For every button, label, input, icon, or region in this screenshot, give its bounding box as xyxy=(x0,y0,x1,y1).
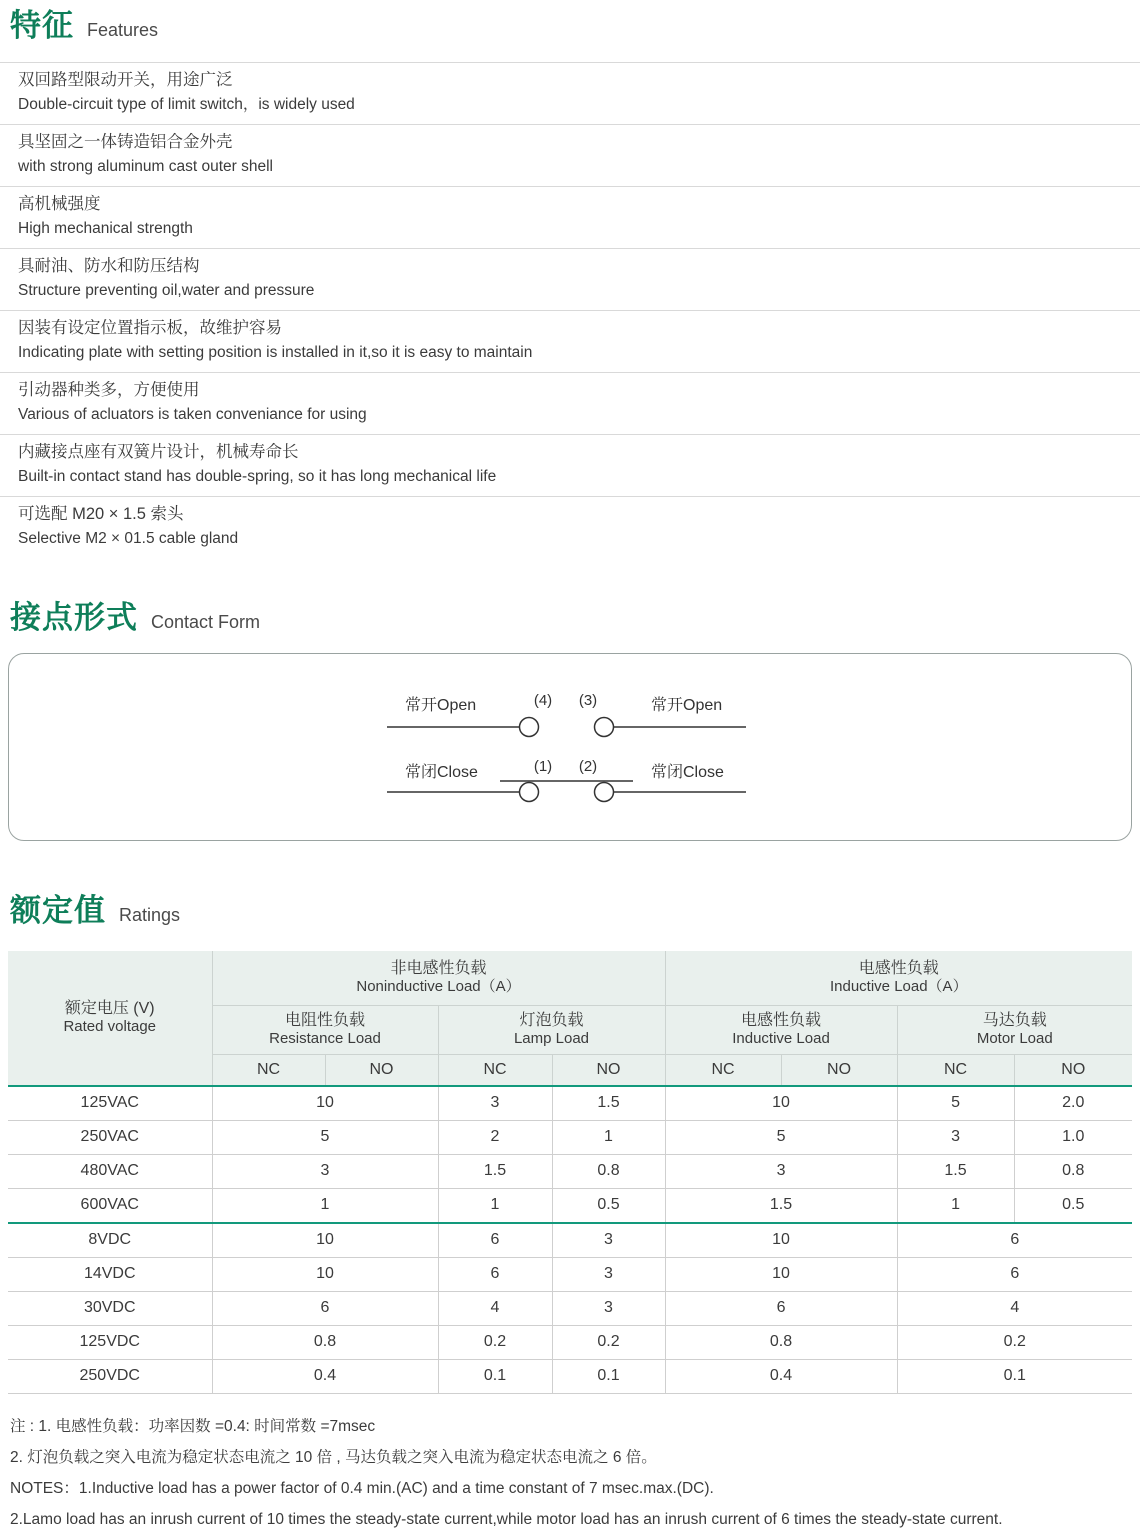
ratings-cell: 0.8 xyxy=(1014,1154,1132,1188)
close-label-left: 常闭Close xyxy=(405,764,478,782)
ratings-cell: 4 xyxy=(897,1291,1132,1325)
voltage-cell: 250VAC xyxy=(8,1120,212,1154)
ratings-header xyxy=(0,893,1140,929)
contact-form-title-en: Contact Form xyxy=(151,611,261,632)
ratings-cell: 2.0 xyxy=(1014,1086,1132,1121)
header-nc: NC xyxy=(665,1054,781,1086)
feature-text-cn: 因装有设定位置指示板，故维护容易 xyxy=(18,318,282,337)
ratings-cell: 4 xyxy=(438,1291,552,1325)
header-nc: NC xyxy=(897,1054,1014,1086)
ratings-cell: 0.8 xyxy=(665,1325,897,1359)
header-motor-en: Motor Load xyxy=(976,1030,1053,1048)
feature-text-en: Built-in contact stand has double-spring, so it has long mechanical life xyxy=(18,467,497,485)
ratings-cell: 2 xyxy=(438,1120,552,1154)
ratings-cell: 1 xyxy=(552,1120,665,1154)
features-title-cn: 特征 xyxy=(10,8,74,43)
table-row xyxy=(8,1154,1132,1188)
ratings-cell: 5 xyxy=(897,1086,1014,1121)
terminal-1-label: (1) xyxy=(533,758,553,776)
table-row xyxy=(8,1086,1132,1121)
ratings-table xyxy=(8,951,1132,1394)
header-no: NO xyxy=(325,1054,438,1086)
table-row xyxy=(8,1325,1132,1359)
voltage-cell: 125VAC xyxy=(8,1086,212,1121)
header-inductive-en: Inductive Load xyxy=(732,1030,830,1048)
ratings-cell: 10 xyxy=(665,1086,897,1121)
voltage-cell: 8VDC xyxy=(8,1223,212,1258)
table-row xyxy=(8,1257,1132,1291)
ratings-cell: 6 xyxy=(897,1223,1132,1258)
ratings-cell: 10 xyxy=(212,1086,438,1121)
ratings-cell: 3 xyxy=(438,1086,552,1121)
feature-text-cn: 引动器种类多，方便使用 xyxy=(18,380,200,399)
ratings-cell: 6 xyxy=(438,1223,552,1258)
ratings-cell: 10 xyxy=(212,1223,438,1258)
feature-item xyxy=(0,248,1140,310)
ratings-cell: 1.0 xyxy=(1014,1120,1132,1154)
ratings-cell: 6 xyxy=(665,1291,897,1325)
terminal-3-label: (3) xyxy=(578,692,598,710)
ratings-cell: 0.1 xyxy=(438,1359,552,1393)
ratings-cell: 10 xyxy=(212,1257,438,1291)
feature-item xyxy=(0,372,1140,434)
feature-text-cn: 双回路型限动开关，用途广泛 xyxy=(18,70,233,89)
contact-form-title-cn: 接点形式 xyxy=(10,599,138,635)
ratings-cell: 3 xyxy=(552,1223,665,1258)
contact-diagram xyxy=(387,688,767,818)
header-noninductive-group xyxy=(212,951,665,1006)
header-rated-voltage xyxy=(8,951,212,1086)
ratings-cell: 3 xyxy=(665,1154,897,1188)
feature-text-en: with strong aluminum cast outer shell xyxy=(18,157,274,175)
open-label-left: 常开Open xyxy=(405,697,477,715)
voltage-cell: 30VDC xyxy=(8,1291,212,1325)
table-row xyxy=(8,1120,1132,1154)
feature-text-en: Indicating plate with setting position is installed in it,so it is easy to maintain xyxy=(18,343,533,361)
open-label-right: 常开Open xyxy=(651,697,723,715)
ratings-cell: 3 xyxy=(552,1291,665,1325)
feature-text-en: Double-circuit type of limit switch，is widely used xyxy=(18,95,355,113)
header-no: NO xyxy=(1014,1054,1132,1086)
feature-item xyxy=(0,62,1140,124)
ratings-cell: 3 xyxy=(897,1120,1014,1154)
header-noninductive-en: Noninductive Load（A） xyxy=(356,978,521,996)
ratings-cell: 0.4 xyxy=(212,1359,438,1393)
close-contact-terminal-2 xyxy=(595,783,614,802)
ratings-title-en: Ratings xyxy=(119,905,181,926)
feature-text-cn: 内藏接点座有双簧片设计，机械寿命长 xyxy=(18,442,299,461)
feature-text-cn: 具坚固之一体铸造铝合金外壳 xyxy=(18,132,233,151)
feature-text-cn: 高机械强度 xyxy=(18,194,101,213)
open-contact-terminal-3 xyxy=(595,718,614,737)
ratings-cell: 0.2 xyxy=(897,1325,1132,1359)
feature-text-cn: 可选配 M20 × 1.5 索头 xyxy=(18,504,184,523)
ratings-cell: 3 xyxy=(552,1257,665,1291)
note-line: 2.Lamo load has an inrush current of 10 times the steady-state current,while motor load has an inrush current of 6 times the steady-state current. xyxy=(10,1510,1003,1528)
ratings-title-cn: 额定值 xyxy=(10,893,106,929)
table-row xyxy=(8,1359,1132,1393)
close-label-right: 常闭Close xyxy=(651,764,724,782)
feature-item xyxy=(0,434,1140,496)
header-motor-load xyxy=(897,1005,1132,1054)
header-inductive-group-cn: 电感性负载 xyxy=(858,960,939,978)
ratings-cell: 6 xyxy=(212,1291,438,1325)
ratings-cell: 6 xyxy=(438,1257,552,1291)
ratings-cell: 1 xyxy=(897,1188,1014,1223)
header-resistance-load xyxy=(212,1005,438,1054)
ratings-cell: 1 xyxy=(438,1188,552,1223)
contact-diagram-box xyxy=(8,653,1132,841)
ratings-cell: 0.5 xyxy=(552,1188,665,1223)
open-contact-terminal-4 xyxy=(520,718,539,737)
close-contact-terminal-1 xyxy=(520,783,539,802)
ratings-cell: 1 xyxy=(212,1188,438,1223)
ratings-cell: 10 xyxy=(665,1223,897,1258)
ratings-cell: 1.5 xyxy=(438,1154,552,1188)
header-no: NO xyxy=(552,1054,665,1086)
ratings-cell: 3 xyxy=(212,1154,438,1188)
header-resistance-en: Resistance Load xyxy=(269,1030,381,1048)
header-noninductive-cn: 非电感性负载 xyxy=(390,960,487,978)
ratings-cell: 1.5 xyxy=(897,1154,1014,1188)
header-resistance-cn: 电阻性负载 xyxy=(284,1012,365,1030)
voltage-cell: 125VDC xyxy=(8,1325,212,1359)
feature-text-cn: 具耐油、防水和防压结构 xyxy=(18,256,200,275)
header-inductive-load xyxy=(665,1005,897,1054)
header-nc: NC xyxy=(438,1054,552,1086)
feature-item xyxy=(0,310,1140,372)
terminal-2-label: (2) xyxy=(578,758,598,776)
note-line: 2. 灯泡负载之突入电流为稳定状态电流之 10 倍 , 马达负载之突入电流为稳定状态电流之 6 倍。 xyxy=(10,1448,657,1466)
header-lamp-load xyxy=(438,1005,665,1054)
feature-text-en: Structure preventing oil,water and pressure xyxy=(18,281,315,299)
terminal-4-label: (4) xyxy=(533,692,553,710)
note-line: 注 : 1. 电感性负载：功率因数 =0.4: 时间常数 =7msec xyxy=(10,1417,376,1435)
ratings-section xyxy=(0,893,1140,1394)
feature-item xyxy=(0,496,1140,558)
table-row xyxy=(8,1223,1132,1258)
voltage-cell: 600VAC xyxy=(8,1188,212,1223)
ratings-cell: 6 xyxy=(897,1257,1132,1291)
header-nc: NC xyxy=(212,1054,325,1086)
contact-form-header xyxy=(0,600,1140,636)
feature-text-en: Various of acluators is taken conveniance for using xyxy=(18,405,367,423)
ratings-cell: 0.4 xyxy=(665,1359,897,1393)
voltage-cell: 480VAC xyxy=(8,1154,212,1188)
ratings-cell: 5 xyxy=(665,1120,897,1154)
feature-item xyxy=(0,124,1140,186)
header-rated-voltage-cn: 额定电压 (V) xyxy=(64,1000,155,1018)
table-row xyxy=(8,1291,1132,1325)
ratings-cell: 1.5 xyxy=(665,1188,897,1223)
ratings-cell: 5 xyxy=(212,1120,438,1154)
feature-text-en: Selective M2 × 01.5 cable gland xyxy=(18,529,239,547)
contact-form-section xyxy=(0,600,1140,842)
voltage-cell: 14VDC xyxy=(8,1257,212,1291)
header-lamp-en: Lamp Load xyxy=(513,1030,590,1048)
feature-text-en: High mechanical strength xyxy=(18,219,193,237)
ratings-cell: 1.5 xyxy=(552,1086,665,1121)
ratings-cell: 0.8 xyxy=(212,1325,438,1359)
features-list xyxy=(0,62,1140,558)
header-motor-cn: 马达负载 xyxy=(982,1012,1047,1030)
features-section xyxy=(0,8,1140,558)
header-rated-voltage-en: Rated voltage xyxy=(63,1018,157,1036)
ratings-cell: 10 xyxy=(665,1257,897,1291)
ratings-cell: 0.2 xyxy=(552,1325,665,1359)
ratings-cell: 0.1 xyxy=(897,1359,1132,1393)
features-header xyxy=(0,8,1140,44)
features-title-en: Features xyxy=(87,20,159,40)
notes-block xyxy=(10,1418,1140,1529)
ratings-cell: 0.5 xyxy=(1014,1188,1132,1223)
header-inductive-group xyxy=(665,951,1132,1006)
feature-item xyxy=(0,186,1140,248)
header-lamp-cn: 灯泡负载 xyxy=(519,1012,584,1030)
header-no: NO xyxy=(781,1054,897,1086)
header-inductive-group-en: Inductive Load（A） xyxy=(829,978,968,996)
voltage-cell: 250VDC xyxy=(8,1359,212,1393)
table-row xyxy=(8,1188,1132,1223)
ratings-cell: 0.2 xyxy=(438,1325,552,1359)
note-line: NOTES：1.Inductive load has a power factor of 0.4 min.(AC) and a time constant of 7 msec.max.(DC). xyxy=(10,1479,714,1497)
ratings-cell: 0.1 xyxy=(552,1359,665,1393)
header-inductive-cn: 电感性负载 xyxy=(741,1012,822,1030)
ratings-cell: 0.8 xyxy=(552,1154,665,1188)
